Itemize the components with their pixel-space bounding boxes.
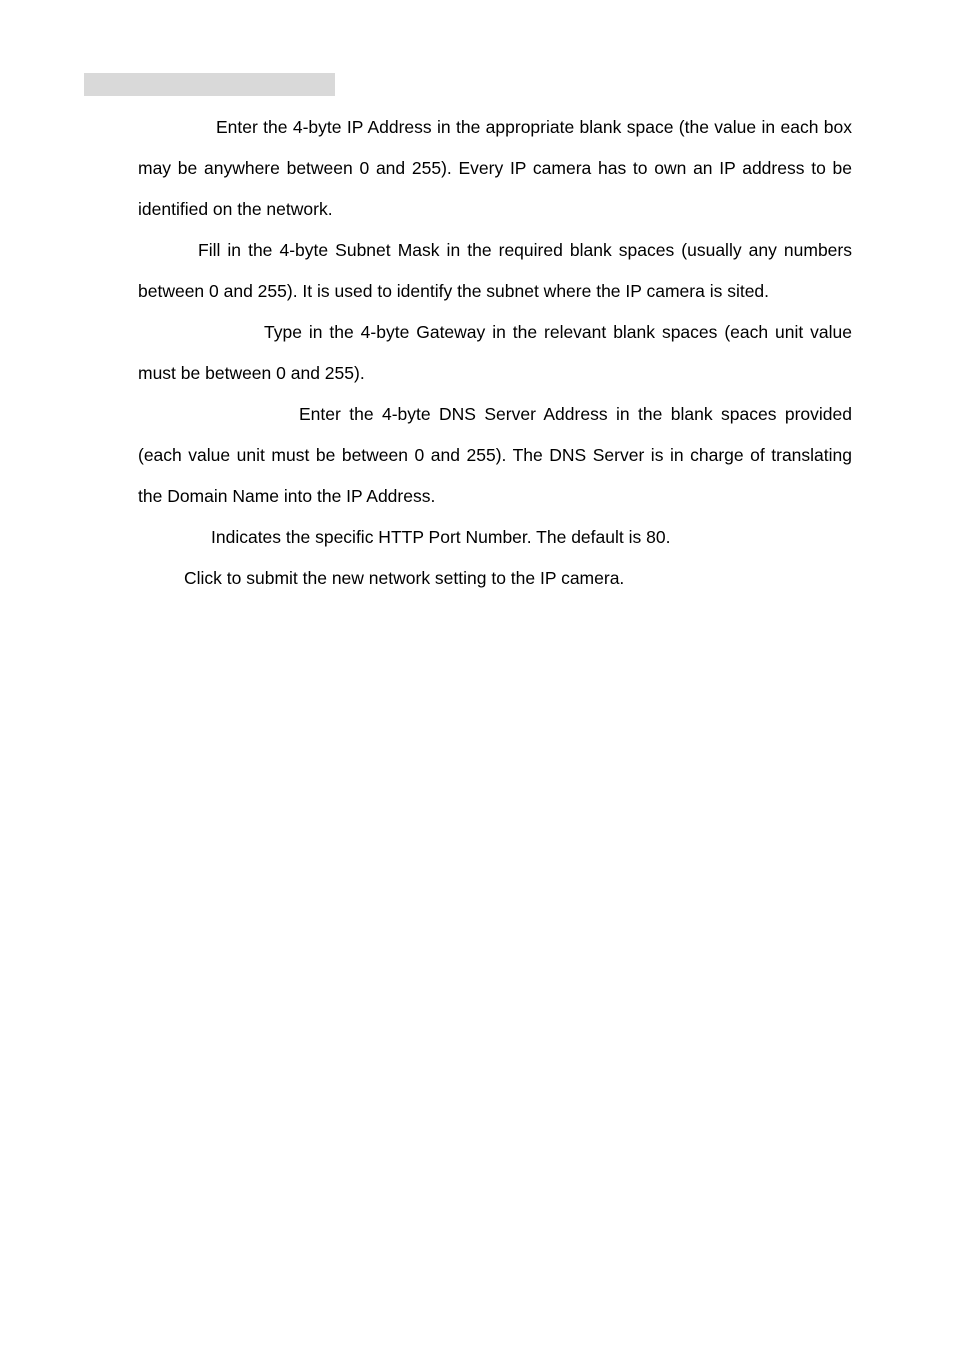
network-settings-description xyxy=(138,107,852,599)
submit-description: Click to submit the new network setting to the IP camera. xyxy=(184,568,625,588)
http-port-description: Indicates the specific HTTP Port Number. The default is 80. xyxy=(211,527,671,547)
dns-server-description: Enter the 4-byte DNS Server Address in the blank spaces provided (each value unit must be between 0 and 255). The DNS Server is in charge of translating the Domain Name into the IP Address. xyxy=(138,404,852,506)
gateway-description: Type in the 4-byte Gateway in the relevant blank spaces (each unit value must be between 0 and 255). xyxy=(138,322,852,383)
ip-address-description: Enter the 4-byte IP Address in the appropriate blank space (the value in each box may be anywhere between 0 and 255). Every IP camera has to own an IP address to be identified on the network. xyxy=(138,117,852,219)
subnet-mask-description: Fill in the 4-byte Subnet Mask in the required blank spaces (usually any numbers between 0 and 255). It is used to identify the subnet where the IP camera is sited. xyxy=(138,240,852,301)
section-heading-bar xyxy=(84,73,335,96)
